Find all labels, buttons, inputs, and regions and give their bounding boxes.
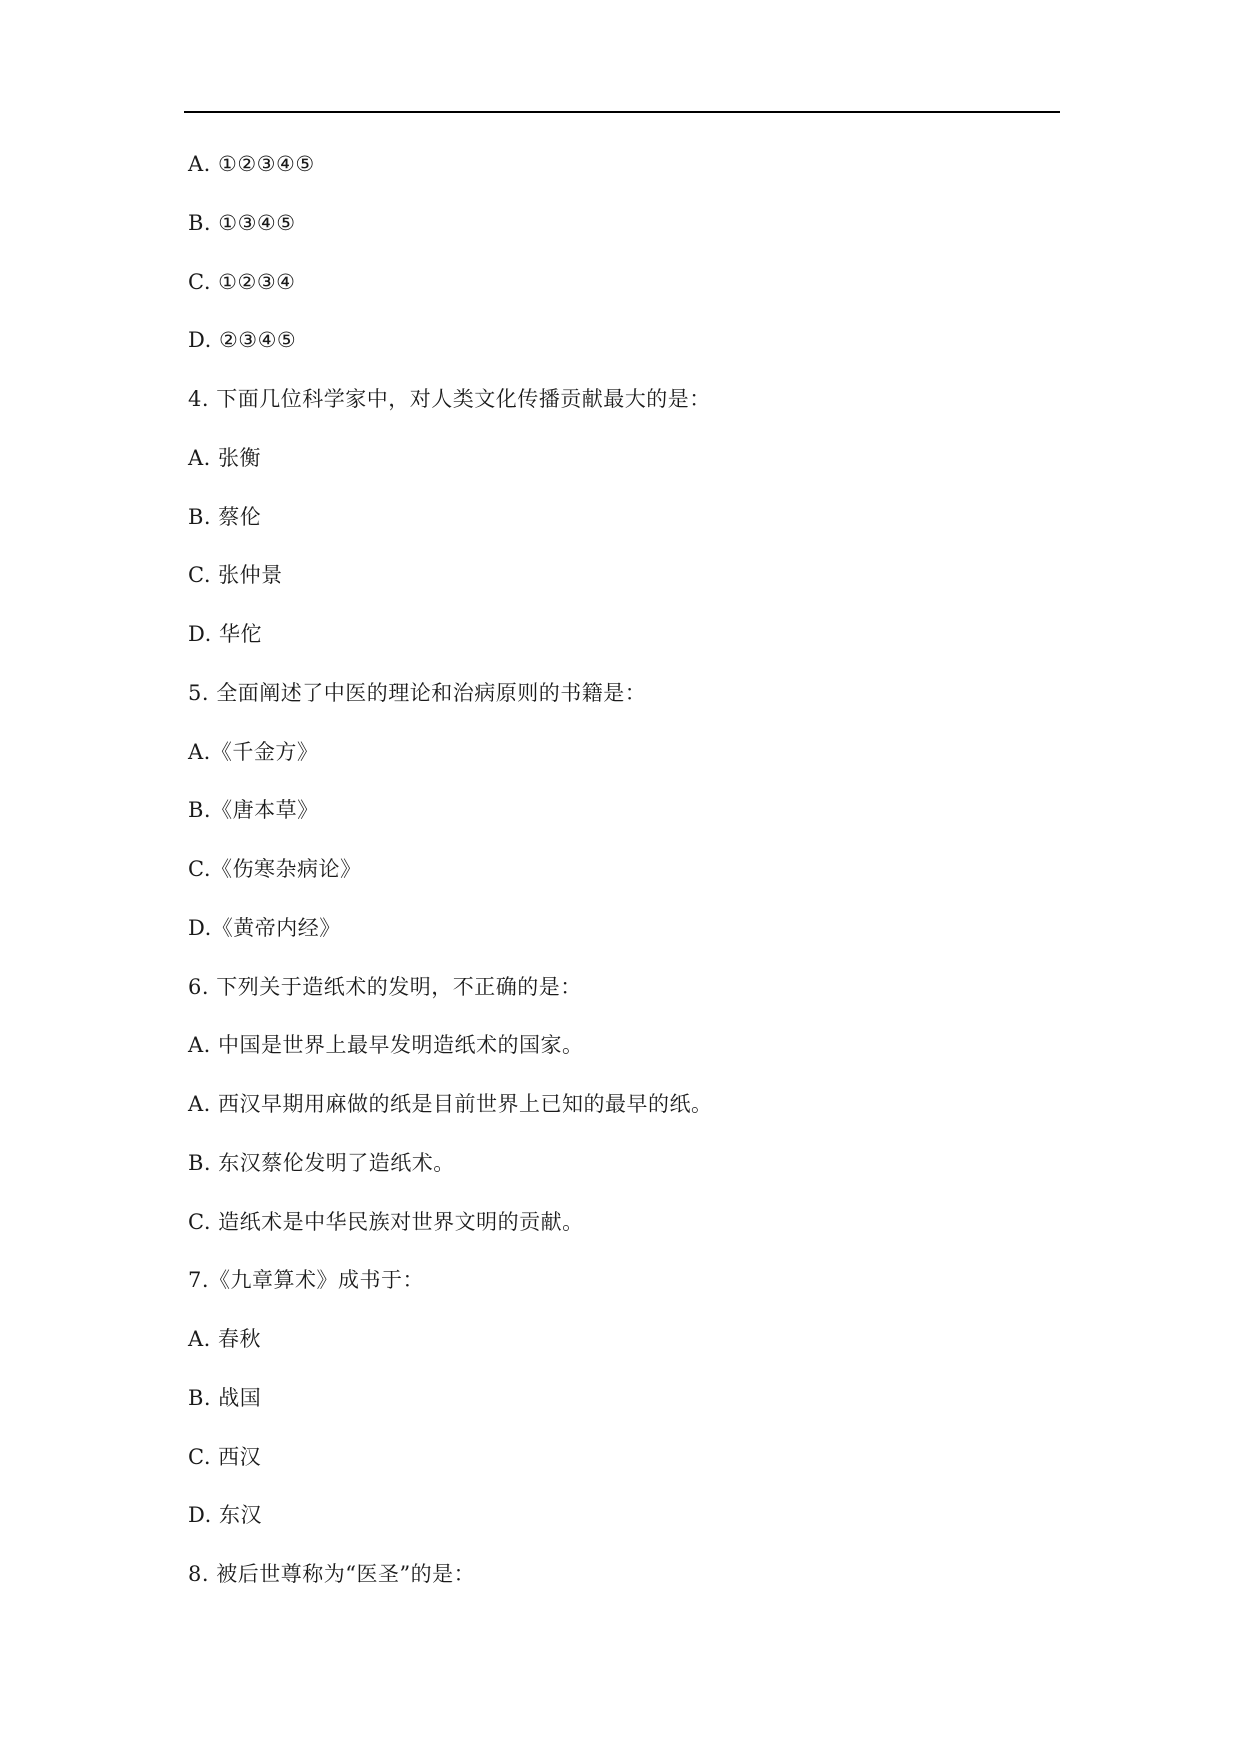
question-line: 5. 全面阐述了中医的理论和治病原则的书籍是： [188, 680, 647, 705]
option-line: C. ①②③④ [188, 269, 296, 294]
option-line: C.《伤寒杂病论》 [188, 857, 362, 881]
option-line: C. 造纸术是中华民族对世界文明的贡献。 [188, 1209, 584, 1234]
option-line: A. 中国是世界上最早发明造纸术的国家。 [188, 1033, 584, 1058]
option-line: C. 西汉 [188, 1444, 262, 1469]
question-line: 4. 下面几位科学家中，对人类文化传播贡献最大的是： [188, 387, 711, 411]
option-line: D.《黄帝内经》 [188, 915, 341, 940]
option-line: A. 春秋 [188, 1327, 262, 1351]
option-line: A. 西汉早期用麻做的纸是目前世界上已知的最早的纸。 [188, 1092, 713, 1116]
option-line: B. 蔡伦 [188, 504, 262, 529]
question-line: 6. 下列关于造纸术的发明，不正确的是： [188, 974, 582, 999]
option-line: B.《唐本草》 [188, 798, 319, 823]
option-line: A. 张衡 [188, 445, 262, 470]
question-line: 8. 被后世尊称为“医圣”的是： [188, 1562, 476, 1586]
option-line: B. 战国 [188, 1385, 262, 1410]
question-list [188, 148, 1048, 1617]
header-rule [184, 111, 1060, 113]
option-line: B. ①③④⑤ [188, 210, 296, 235]
option-line: D. 东汉 [188, 1503, 262, 1528]
option-line: A. ①②③④⑤ [188, 152, 315, 176]
option-line: B. 东汉蔡伦发明了造纸术。 [188, 1150, 455, 1175]
option-line: A.《千金方》 [188, 739, 319, 764]
question-line: 7.《九章算术》成书于： [188, 1268, 425, 1293]
option-line: C. 张仲景 [188, 563, 283, 588]
option-line: D. 华佗 [188, 622, 262, 646]
option-line: D. ②③④⑤ [188, 328, 297, 353]
